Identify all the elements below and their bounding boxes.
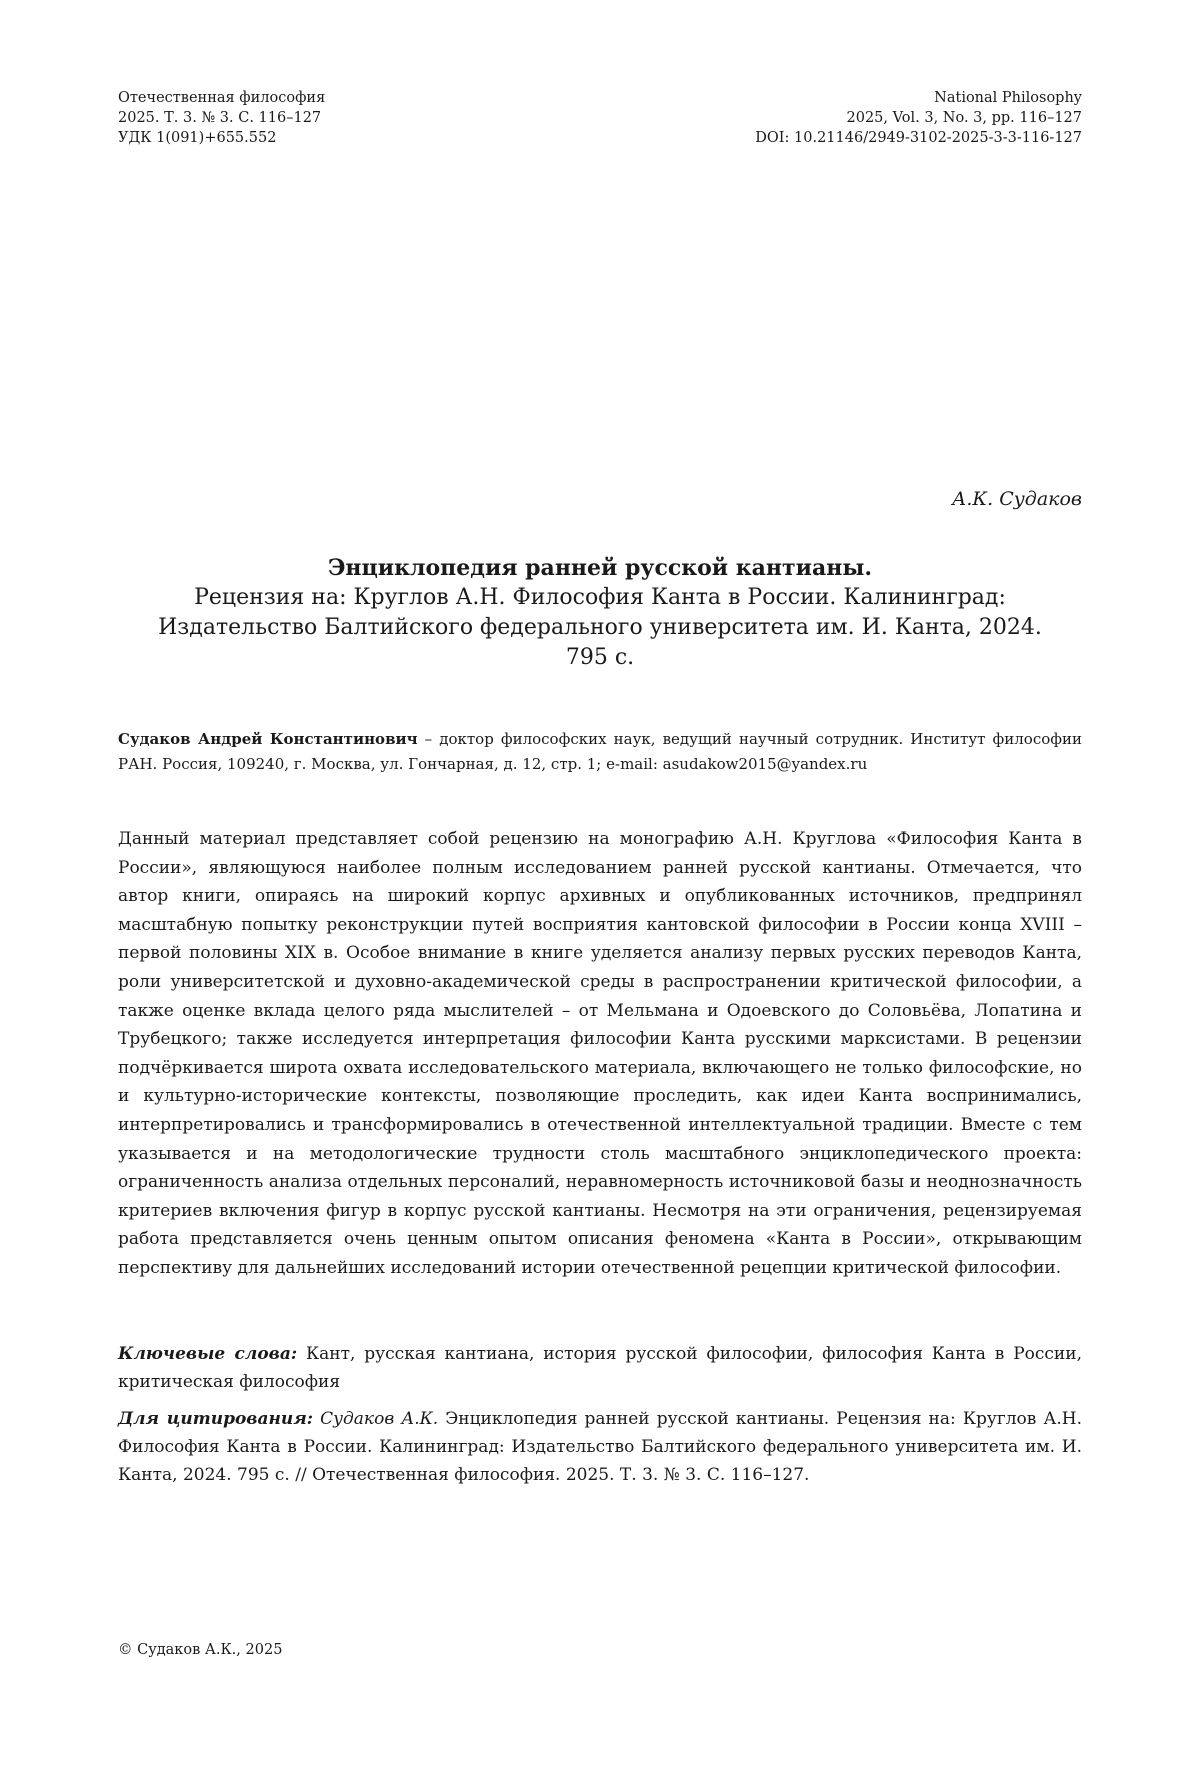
keywords-text: Кант, русская кантиана, история русской философии, философия Канта в России, критическая философия bbox=[118, 1344, 1083, 1392]
journal-name-en: National Philosophy bbox=[934, 90, 1082, 106]
citation bbox=[118, 1405, 1082, 1489]
author-full-name: Судаков Андрей Константинович bbox=[118, 730, 418, 748]
copyright: © Судаков А.К., 2025 bbox=[118, 1642, 283, 1658]
journal-name-ru: Отечественная философия bbox=[118, 90, 326, 106]
issue-info-en: 2025, Vol. 3, No. 3, pp. 116–127 bbox=[846, 110, 1082, 126]
issue-info-ru: 2025. Т. 3. № 3. С. 116–127 bbox=[118, 110, 322, 126]
header-right bbox=[755, 88, 1082, 148]
doi[interactable]: DOI: 10.21146/2949-3102-2025-3-3-116-127 bbox=[755, 130, 1082, 146]
article-author: А.К. Судаков bbox=[952, 488, 1082, 510]
udk-code: УДК 1(091)+655.552 bbox=[118, 130, 277, 146]
keywords bbox=[118, 1340, 1082, 1396]
title-subtitle: Рецензия на: Круглов А.Н. Философия Канта в России. Калининград: Издательство Балтийского федерального университета им. И. Канта, 2024. 795 с. bbox=[158, 585, 1042, 670]
header-left bbox=[118, 88, 325, 148]
keywords-label: Ключевые слова: bbox=[118, 1344, 298, 1364]
article-title bbox=[118, 553, 1082, 673]
citation-label: Для цитирования: bbox=[118, 1409, 314, 1429]
author-details: – доктор философских наук, ведущий научный сотрудник. Институт философии РАН. Россия, 109240, г. Москва, ул. Гончарная, д. 12, стр. 1; e-mail: asudakow2015@yandex.ru bbox=[118, 730, 1082, 773]
abstract: Данный материал представляет собой рецензию на монографию А.Н. Круглова «Философия Канта в России», являющуюся наиболее полным исследованием ранней русской кантианы. Отмечается, что автор книги, опираясь на широкий корпус архивных и опубликованных источников, предпринял масштабную попытку реконструкции путей восприятия кантовской философии в России конца XVIII – первой половины XIX в. Особое внимание в книге уделяется анализу первых русских переводов Канта, роли университетской и духовно-академической среды в распространении критической философии, а также оценке вклада целого ряда мыслителей – от Мельмана и Одоевского до Соловьёва, Лопатина и Трубецкого; также исследуется интерпретация философии Канта русскими марксистами. В рецензии подчёркивается широта охвата исследовательского материала, включающего не только философские, но и культурно-исторические контексты, позволяющие проследить, как идеи Канта воспринимались, интерпретировались и трансформировались в отечественной интеллектуальной традиции. Вместе с тем указывается и на методологические трудности столь масштабного энциклопедического проекта: ограниченность анализа отдельных персоналий, неравномерность источниковой базы и неоднозначность критериев включения фигур в корпус русской кантианы. Несмотря на эти ограничения, рецензируемая работа представляется очень ценным опытом описания феномена «Канта в России», открывающим перспективу для дальнейших исследований истории отечественной рецепции критической философии. bbox=[118, 829, 1082, 1278]
citation-text: Энциклопедия ранней русской кантианы. Рецензия на: Круглов А.Н. Философия Канта в России. Калининград: Издательство Балтийского федерального университета им. И. Канта, 2024. 795 с. // Отечественная философия. 2025. Т. 3. № 3. С. 116–127. bbox=[118, 1409, 1082, 1485]
title-main: Энциклопедия ранней русской кантианы. bbox=[327, 555, 873, 581]
citation-author: Судаков А.К. bbox=[313, 1409, 439, 1429]
author-info bbox=[118, 727, 1082, 776]
